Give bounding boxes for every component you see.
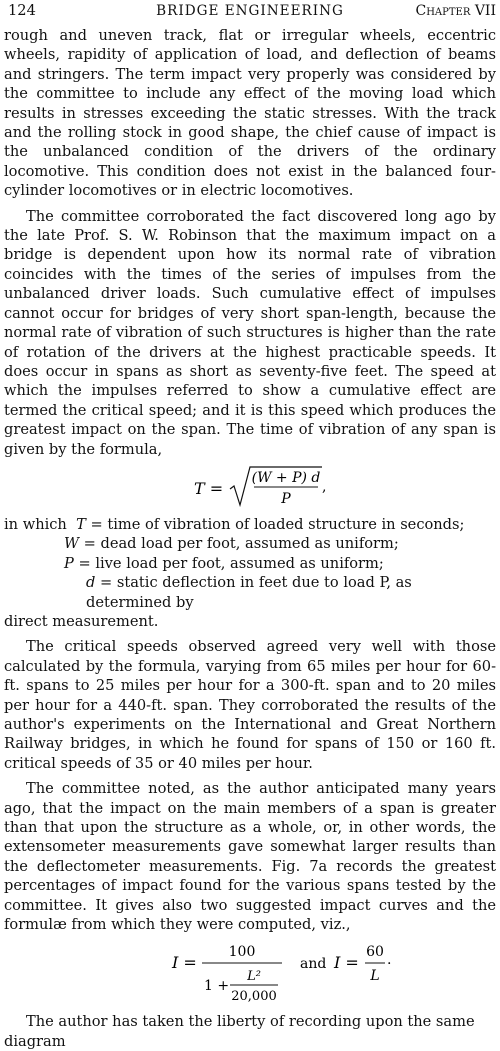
where-text: = static deflection in feet due to load P, as determined by	[86, 574, 412, 611]
formula2-numerator: 100	[228, 944, 256, 961]
formula2-inner-denominator: 20,000	[231, 989, 277, 1005]
where-lead: in which	[4, 515, 67, 533]
where-row-d	[4, 573, 496, 612]
formula2-rhs-numerator: 60	[366, 944, 384, 961]
paragraph-1: rough and uneven track, flat or irregular wheels, eccentric wheels, rapidity of application of load, and deflection of beams and stringers. The term impact very properly was considered by the committee to include any effect of the moving load which results in stresses exceeding the static stresses. With the track and the rolling stock in good shape, the chief cause of impact is the unbalanced condition of the drivers of the ordinary locomotive. This condition does not exist in the balanced four-cylinder locomotives or in electric locomotives.	[4, 27, 496, 200]
vibration-formula	[4, 463, 496, 511]
formula1-comma: ,	[322, 478, 327, 495]
where-text: = dead load per foot, assumed as uniform;	[83, 535, 399, 553]
formula2-and: and	[300, 956, 327, 973]
formula2-inner-numerator: L²	[247, 969, 261, 985]
where-row-P	[4, 554, 496, 573]
where-text: = live load per foot, assumed as uniform;	[78, 554, 384, 572]
paragraph-3: The critical speeds observed agreed very well with those calculated by the formula, varying from 65 miles per hour for 60-ft. spans to 25 miles per hour for a 300-ft. span and to 20 miles per hour for a 440-ft. span. They corroborated the results of the author's experiments on the International and Great Northern Railway bridges, in which he found for spans of 150 or 160 ft. critical speeds of 35 or 40 miles per hour.	[4, 638, 496, 772]
where-sym: P	[64, 554, 74, 572]
vibration-formula-svg	[4, 463, 496, 513]
formula2-rhs-lhs: I =	[334, 953, 359, 973]
impact-formulas	[4, 936, 496, 1008]
paragraph-4: The committee noted, as the author anticipated many years ago, that the impact on the main members of a span is greater than that upon the structure as a whole, or, in other words, the extensometer measurements gave somewhat larger results than the deflectometer measurements. Fig. 7a records the greatest percentages of impact found for the various spans tested by the committee. It gives also two suggested impact curves and the formulæ from which they were computed, viz.,	[4, 780, 496, 934]
formula1-numerator: (W + P) d	[251, 469, 321, 486]
running-title: BRIDGE ENGINEERING	[156, 3, 344, 19]
formula2-one-plus: 1 +	[204, 978, 230, 995]
where-sym: W	[64, 535, 79, 553]
formula2-rhs-denominator: L	[370, 968, 380, 985]
formula1-denominator: P	[281, 490, 291, 507]
where-text: = time of vibration of loaded structure in seconds;	[90, 515, 465, 533]
running-header	[4, 0, 496, 22]
where-continuation: direct measurement.	[4, 612, 159, 630]
variable-definitions	[4, 515, 496, 631]
formula1-lhs: T =	[194, 478, 224, 498]
where-sym: d	[86, 574, 96, 592]
impact-formulas-svg	[4, 936, 496, 1008]
paragraph-5: The author has taken the liberty of recording upon the same diagram	[4, 1013, 475, 1050]
where-row-T	[4, 515, 496, 534]
formula2-lhs: I =	[172, 953, 197, 973]
formula2-period: .	[387, 952, 392, 969]
page-number: 124	[8, 2, 36, 19]
paragraph-2: The committee corroborated the fact discovered long ago by the late Prof. S. W. Robinson that the maximum impact on a bridge is dependent upon how its normal rate of vibration coincides with the times of the series of impulses from the unbalanced driver loads. Such cumulative effect of impulses cannot occur for bridges of very short span-length, because the normal rate of vibration of such structures is higher than the rate of rotation of the drivers at the highest practicable speeds. It does occur in spans as short as seventy-five feet. The speed at which the impulses referred to show a cumulative effect are termed the critical speed; and it is this speed which produces the greatest impact on the span. The time of vibration of any span is given by the formula,	[4, 207, 496, 458]
where-sym: T	[76, 515, 86, 533]
chapter-label: Chapter VII	[415, 3, 496, 19]
where-row-W	[4, 534, 496, 553]
